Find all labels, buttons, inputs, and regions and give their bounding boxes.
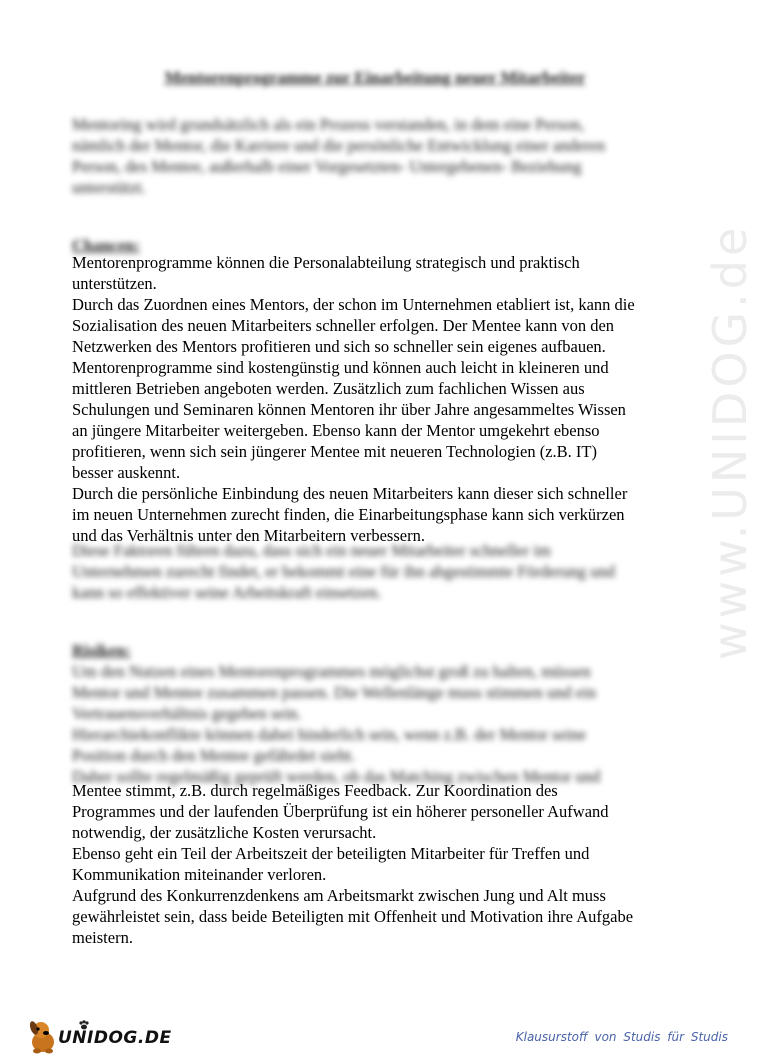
footer-tagline: Klausurstoff von Studis für Studis (515, 1030, 728, 1044)
chancen-line: besser auskennt. (72, 463, 181, 482)
watermark: www.UNIDOG.de (703, 223, 757, 660)
chancen-line: im neuen Unternehmen zurecht finden, die Einarbeitungsphase kann sich verkürzen (72, 505, 625, 524)
risiken-blurred-paragraph (72, 661, 672, 787)
risiken-blurred-line: Daher sollte regelmäßig geprüft werden, ob das Matching zwischen Mentor und (72, 767, 601, 786)
logo-text: UNIDOG.DE (58, 1028, 172, 1048)
chancen-heading: Chancen: (72, 236, 140, 255)
unidog-logo (26, 1014, 172, 1058)
chancen-line: unterstützen. (72, 274, 157, 293)
chancen-line: Schulungen und Seminaren können Mentoren ihr über Jahre angesammeltes Wissen (72, 400, 626, 419)
risiken-blurred-line: Vertrauensverhältnis gegeben sein. (72, 704, 302, 723)
chancen-line: Durch die persönliche Einbindung des neuen Mitarbeiters kann dieser sich schneller (72, 484, 628, 503)
risiken-line: Kommunikation miteinander verloren. (72, 865, 327, 884)
risiken-line: meistern. (72, 928, 133, 947)
dog-icon (26, 1016, 62, 1056)
risiken-line: Ebenso geht ein Teil der Arbeitszeit der beteiligten Mitarbeiter für Treffen und (72, 844, 590, 863)
risiken-blurred-line: Hierarchiekonflikte können dabei hinderlich sein, wenn z.B. der Mentor seine (72, 725, 587, 744)
chancen-blurred-line: kann so effektiver seine Arbeitskraft einsetzen. (72, 583, 382, 602)
chancen-line: Durch das Zuordnen eines Mentors, der schon im Unternehmen etabliert ist, kann die (72, 295, 635, 314)
intro-line: Person, des Mentee, außerhalb einer Vorgesetzten- Untergebenen- Beziehung (72, 157, 582, 176)
chancen-line: und das Verhältnis unter den Mitarbeitern verbessern. (72, 526, 425, 545)
intro-line: Mentoring wird grundsätzlich als ein Prozess verstanden, in dem eine Person, (72, 115, 585, 134)
risiken-heading: Risiken: (72, 641, 131, 660)
risiken-paragraph (72, 781, 672, 948)
intro-paragraph (72, 114, 672, 198)
risiken-line: gewährleistet sein, dass beide Beteiligten mit Offenheit und Motivation ihre Aufgabe (72, 907, 634, 926)
chancen-line: mittleren Betrieben angeboten werden. Zusätzlich zum fachlichen Wissen aus (72, 379, 585, 398)
chancen-line: Mentorenprogramme sind kostengünstig und können auch leicht in kleineren und (72, 358, 609, 377)
risiken-line: Aufgrund des Konkurrenzdenkens am Arbeitsmarkt zwischen Jung und Alt muss (72, 886, 606, 905)
risiken-line: Mentee stimmt, z.B. durch regelmäßiges Feedback. Zur Koordination des (72, 781, 558, 800)
intro-line: nämlich der Mentor, die Karriere und die persönliche Entwicklung einer anderen (72, 136, 606, 155)
risiken-line: notwendig, der zusätzliche Kosten verursacht. (72, 823, 377, 842)
chancen-line: profitieren, wenn sich sein jüngerer Mentee mit neueren Technologien (z.B. IT) (72, 442, 597, 461)
risiken-line: Programmes und der laufenden Überprüfung ist ein höherer personeller Aufwand (72, 802, 609, 821)
risiken-blurred-line: Position durch den Mentee gefährdet sieht. (72, 746, 356, 765)
chancen-blurred-line: Diese Faktoren führen dazu, dass sich ein neuer Mitarbeiter schneller im (72, 541, 551, 560)
risiken-blurred-line: Um den Nutzen eines Mentorenprogrammes möglichst groß zu halten, müssen (72, 662, 591, 681)
intro-line: unterstützt. (72, 178, 146, 197)
chancen-line: Sozialisation des neuen Mitarbeiters schneller erfolgen. Der Mentee kann von den (72, 316, 615, 335)
chancen-line: Netzwerken des Mentors profitieren und sich so schneller sein eigenes aufbauen. (72, 337, 606, 356)
risiken-blurred-line: Mentor und Mentee zusammen passen. Die Wellenlänge muss stimmen und ein (72, 683, 596, 702)
chancen-line: an jüngere Mitarbeiter weitergeben. Ebenso kann der Mentor umgekehrt ebenso (72, 421, 600, 440)
chancen-blurred-line: Unternehmen zurecht findet, er bekommt eine für ihn abgestimmte Förderung und (72, 562, 615, 581)
chancen-paragraph (72, 253, 672, 545)
chancen-blurred-paragraph (72, 540, 672, 603)
chancen-line: Mentorenprogramme können die Personalabteilung strategisch und praktisch (72, 253, 580, 272)
document-title: Mentorenprogramme zur Einarbeitung neuer Mitarbeiter (164, 68, 586, 87)
